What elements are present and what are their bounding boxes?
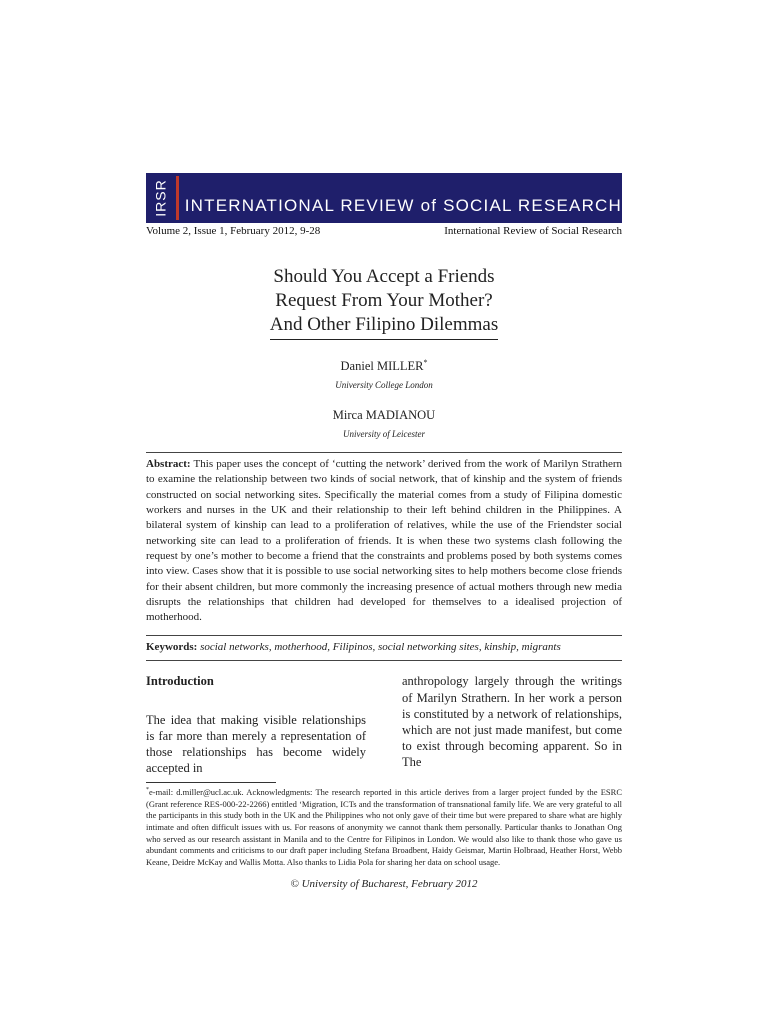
- keywords-text: social networks, motherhood, Filipinos, social networking sites, kinship, migrants: [200, 641, 561, 654]
- publication-meta: [146, 225, 622, 237]
- author-2: [146, 408, 622, 423]
- copyright: © University of Bucharest, February 2012: [290, 878, 478, 891]
- left-column-text: The idea that making visible relationships is far more than merely a representation of those relationships has become widely accepted in: [146, 712, 366, 776]
- footnote-rule: [146, 782, 276, 783]
- body-columns: [146, 673, 622, 776]
- abstract-label: Abstract:: [146, 458, 191, 471]
- journal-title: INTERNATIONAL REVIEW of SOCIAL RESEARCH: [184, 196, 622, 215]
- footnote-text: e-mail: d.miller@ucl.ac.uk. Acknowledgments: The research reported in this article derives from a larger project funded by the ESRC (Grant reference RES-000-22-2266) entitled ‘Migration, ICTs and the transformation of transnational family life. We are very grateful to all the participants in this study both in the UK and the Philippines who not only gave of their time but were prepared to share what are highly intimate and often difficult issues with us. For reasons of anonymity we cannot thank them personally. Particular thanks to Jonathan Ong who served as our research assistant in Manila and to the Centre for Filipinos in London. We would also like to thank those who gave us abundant comments and criticisms to our draft paper including Stefana Broadbent, Haidy Geismar, Martin Holbraad, Heather Horst, Webb Keane, Deidre McKay and Wallis Motta. Also thanks to Lidia Pola for sharing her data on school usage.: [146, 787, 622, 867]
- author-2-name: Mirca MADIANOU: [332, 408, 436, 423]
- author-1-footnote-mark: *: [423, 358, 428, 367]
- title-line-1: Should You Accept a Friends: [273, 266, 495, 287]
- author-1: [146, 358, 622, 374]
- keywords-label: Keywords:: [146, 641, 198, 654]
- banner-separator: [176, 176, 179, 220]
- article-title: [146, 265, 622, 340]
- paper-page: [146, 173, 622, 890]
- title-line-3: And Other Filipino Dilemmas: [270, 313, 499, 340]
- journal-banner: [146, 173, 622, 223]
- footnote: [146, 785, 622, 868]
- right-column: [402, 673, 622, 776]
- author-1-name: Daniel MILLER: [340, 359, 424, 374]
- section-heading: Introduction: [146, 674, 214, 689]
- journal-abbreviation: [146, 173, 176, 223]
- author-2-affiliation: University of Leicester: [343, 429, 425, 440]
- volume-info: Volume 2, Issue 1, February 2012, 9-28: [146, 225, 321, 237]
- abstract: [146, 452, 622, 625]
- keywords: [146, 635, 622, 661]
- journal-name: International Review of Social Research: [444, 225, 622, 237]
- journal-abbreviation-text: IRSR: [153, 179, 170, 217]
- left-column: [146, 673, 366, 776]
- title-line-2: Request From Your Mother?: [275, 290, 493, 311]
- footnote-mark: *: [146, 787, 149, 794]
- right-column-text: anthropology largely through the writings of Marilyn Strathern. In her work a person is constituted by a network of relationships, which are not just made manifest, but come to exist through becoming apparent. So in The: [402, 674, 622, 770]
- author-1-affiliation: University College London: [335, 380, 433, 391]
- abstract-text: This paper uses the concept of ‘cutting the network’ derived from the work of Marilyn Strathern to examine the relationship between two kinds of social network, that of kinship and the system of friends constructed on social networking sites. Specifically the material comes from a study of Filipina domestic workers and nurses in the UK and their relationship to their left behind children in the Philippines. A bilateral system of kinship can lead to a proliferation of relatives, while the use of the Friendster social networking site can lead to a proliferation of friends. It is when these two systems clash following the request by one’s mother to become a friend that the constraints and problems posed by both systems comes into view. Cases show that it is possible to use social networking sites to help mothers become close friends for their absent children, but more commonly the increasing presence of actual mothers through new media disrupts the relationships that children had developed for themselves to a idealised projection of motherhood.: [146, 458, 622, 624]
